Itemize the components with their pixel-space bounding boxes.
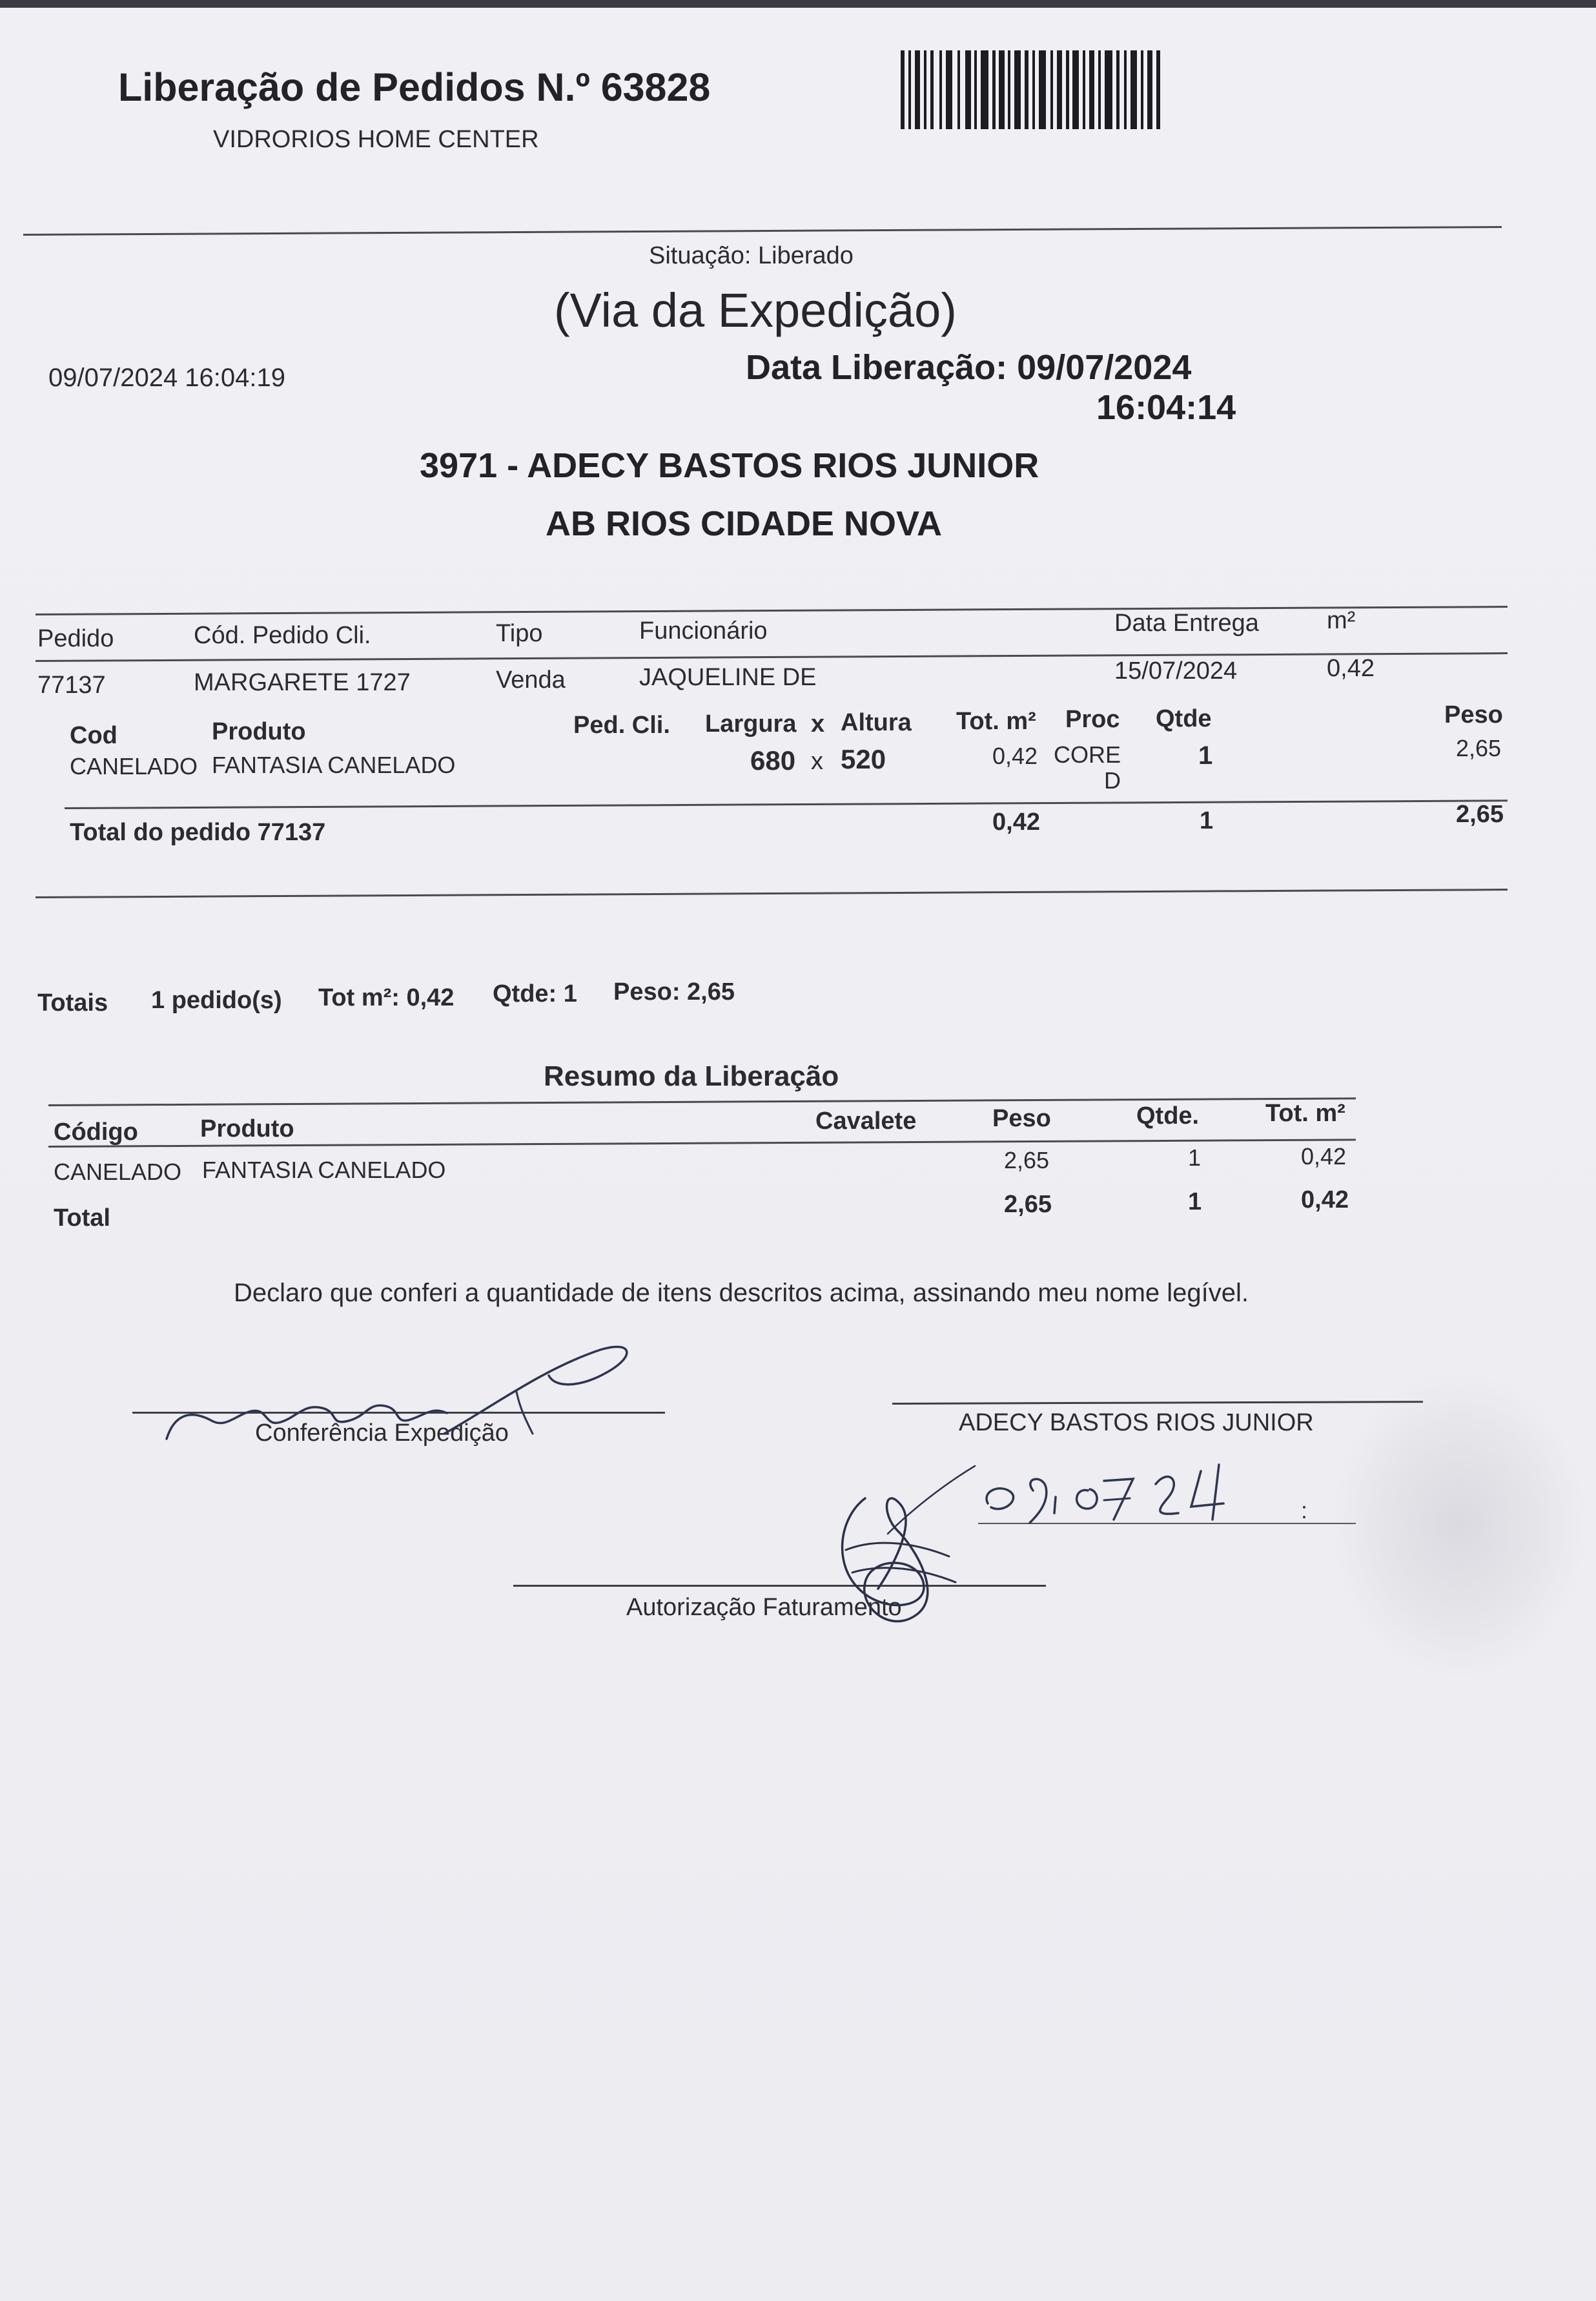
row-cod-pedido-cli: MARGARETE 1727: [194, 669, 411, 696]
row-funcionario: JAQUELINE DE: [639, 664, 817, 691]
col-x: x: [811, 710, 825, 738]
time-separator: :: [1301, 1497, 1308, 1523]
summary-col-peso: Peso: [992, 1105, 1051, 1132]
copy-label: (Via da Expedição): [554, 284, 957, 337]
order-table-header-border: [36, 652, 1508, 662]
summary-row-tot-m2: 0,42: [1301, 1143, 1347, 1170]
col-qtde: Qtde: [1156, 705, 1212, 732]
summary-col-produto: Produto: [200, 1115, 294, 1142]
printed-timestamp: 09/07/2024 16:04:19: [48, 364, 286, 392]
order-table-bottom-border: [36, 889, 1508, 898]
company-name: VIDRORIOS HOME CENTER: [213, 126, 539, 153]
summary-col-codigo: Código: [54, 1119, 138, 1146]
summary-row-codigo: CANELADO: [54, 1159, 182, 1185]
autorizacao-label: Autorização Faturamento: [626, 1594, 902, 1621]
scan-edge: [0, 0, 1596, 8]
col-largura: Largura: [705, 710, 797, 738]
signature-conferencia: [155, 1337, 646, 1447]
item-x: x: [811, 748, 823, 775]
item-cod: CANELADO: [70, 753, 198, 779]
col-altura: Altura: [841, 709, 912, 736]
summary-row-peso: 2,65: [1004, 1147, 1050, 1173]
totals-peso: Peso: 2,65: [613, 978, 735, 1006]
summary-title: Resumo da Liberação: [544, 1060, 839, 1092]
signature-autorizacao: [820, 1460, 1014, 1653]
summary-total-label: Total: [54, 1204, 110, 1232]
handwritten-date: [975, 1452, 1285, 1529]
totals-label: Totais: [37, 989, 108, 1016]
summary-col-cavalete: Cavalete: [815, 1108, 917, 1135]
row-tipo: Venda: [496, 666, 566, 694]
release-date: Data Liberação: 09/07/2024: [746, 348, 1192, 387]
barcode: [901, 50, 1160, 129]
scan-smudge: [1330, 1369, 1588, 1679]
document-title: Liberação de Pedidos N.º 63828: [118, 65, 711, 109]
row-pedido: 77137: [37, 672, 106, 699]
item-tot-m2: 0,42: [992, 743, 1038, 769]
summary-total-tot-m2: 0,42: [1301, 1186, 1349, 1213]
row-m2: 0,42: [1327, 655, 1375, 682]
totals-qtde: Qtde: 1: [493, 980, 577, 1007]
order-total-peso: 2,65: [1456, 801, 1504, 828]
col-pedido: Pedido: [37, 625, 114, 652]
item-peso: 2,65: [1456, 735, 1502, 761]
client-name: 3971 - ADECY BASTOS RIOS JUNIOR: [420, 446, 1039, 485]
summary-col-qtde: Qtde.: [1136, 1102, 1200, 1130]
col-cod: Cod: [70, 722, 118, 749]
order-total-label: Total do pedido 77137: [70, 819, 326, 846]
item-largura: 680: [750, 745, 796, 776]
client-signature-name: ADECY BASTOS RIOS JUNIOR: [959, 1409, 1314, 1436]
col-funcionario: Funcionário: [639, 617, 768, 645]
item-qtde: 1: [1198, 741, 1213, 770]
col-tipo: Tipo: [496, 620, 543, 647]
summary-total-peso: 2,65: [1004, 1191, 1052, 1218]
summary-row-qtde: 1: [1188, 1144, 1202, 1171]
col-produto: Produto: [212, 718, 306, 745]
item-produto: FANTASIA CANELADO: [212, 752, 456, 778]
declaration-text: Declaro que conferi a quantidade de itens descritos acima, assinando meu nome legível.: [234, 1279, 1249, 1307]
conferencia-label: Conferência Expedição: [255, 1419, 509, 1447]
item-altura: 520: [841, 744, 886, 774]
order-table-top-border: [36, 606, 1508, 615]
item-proc-cont: D: [1104, 767, 1121, 794]
col-cod-pedido-cli: Cód. Pedido Cli.: [194, 622, 371, 649]
order-total-qtde: 1: [1200, 807, 1214, 834]
release-time: 16:04:14: [1096, 388, 1236, 427]
summary-col-tot-m2: Tot. m²: [1265, 1100, 1345, 1127]
summary-total-qtde: 1: [1188, 1188, 1202, 1215]
order-total-divider: [65, 800, 1508, 809]
col-m2: m²: [1327, 607, 1356, 634]
col-data-entrega: Data Entrega: [1114, 610, 1259, 637]
totals-pedidos: 1 pedido(s): [151, 987, 282, 1014]
status-text: Situação: Liberado: [649, 242, 854, 269]
row-data-entrega: 15/07/2024: [1114, 657, 1238, 685]
col-peso: Peso: [1444, 701, 1503, 728]
item-proc: CORE: [1054, 741, 1121, 768]
signature-line-client: [892, 1401, 1423, 1405]
summary-row-produto: FANTASIA CANELADO: [202, 1157, 446, 1183]
col-proc: Proc: [1065, 706, 1120, 733]
header-divider: [23, 226, 1502, 236]
col-ped-cli: Ped. Cli.: [573, 712, 670, 739]
col-tot-m2: Tot. m²: [956, 708, 1036, 735]
order-total-m2: 0,42: [992, 809, 1040, 836]
client-store: AB RIOS CIDADE NOVA: [546, 504, 943, 543]
totals-m2: Tot m²: 0,42: [318, 984, 455, 1011]
